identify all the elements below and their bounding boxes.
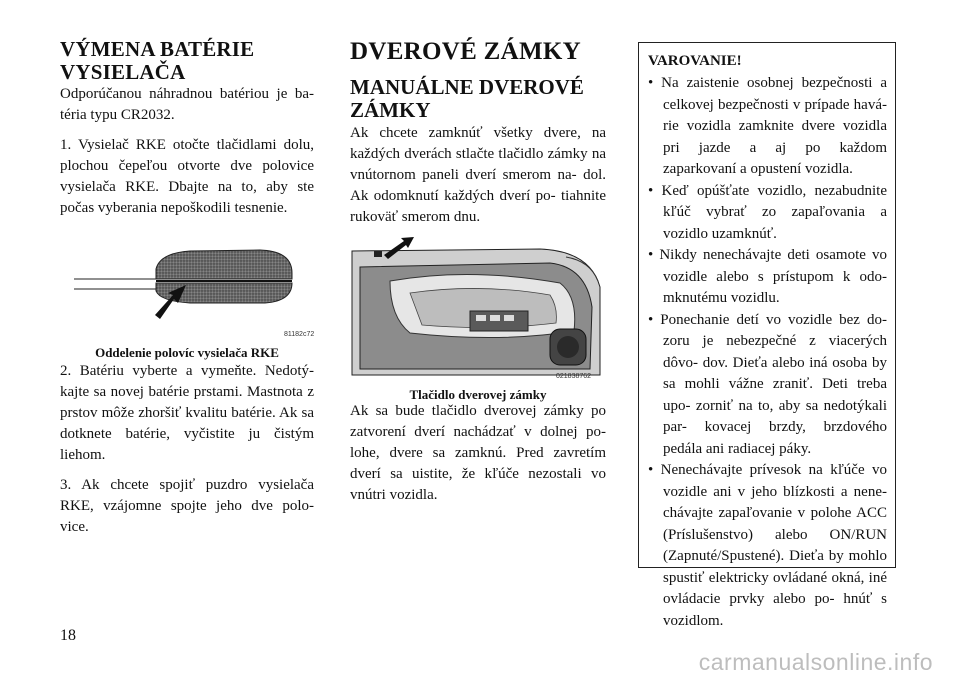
warning-item: • Nenechávajte prívesok na kľúče vo vozidle ani v jeho blízkosti a nene- chávajte zapaľovanie v polohe ACC (Príslušenstvo) alebo ON/RUN (Zapnuté/Spustené). Dieťa by mohlo spustiť elektricky ovládané okná, iné ovládacie prvky alebo po- hnúť s vozidlom.	[648, 462, 887, 629]
figure-caption: Oddelenie polovíc vysielača RKE	[95, 345, 279, 360]
door-locks-para-1: Ak chcete zamknúť všetky dvere, na každých dverách stlačte tlačidlo zámky na vnútornom paneli dverí smerom na- dol. Ak odomknutí každých dverí po- tiahnite rukoväť smerom dnu.	[350, 125, 606, 225]
figure-code: 021838762	[556, 373, 592, 380]
warning-list	[648, 73, 887, 632]
warning-item: • Keď opúšťate vozidlo, nezabudnite kľúč vybrať zo zapaľovania a vozidlo uzamknúť.	[648, 182, 887, 242]
figure-code: 81182c72	[284, 331, 315, 338]
warning-item: • Ponechanie detí vo vozidle bez do- zoru je nebezpečné z viacerých dôvo- dov. Dieťa alebo iná osoba by sa mohli vážne zraniť. Deti treba upo- zorniť na to, aby sa nedotýkali par- kovacej brzdy, brzdového pedála ani radiacej páky.	[648, 311, 887, 457]
door-locks-para-2: Ak sa bude tlačidlo dverovej zámky po zatvorení dverí nachádzať v dolnej po- lohe, dvere sa zamknú. Pred zavretím dverí sa uistite, že kľúče nezostali vo vnútri vozidla.	[350, 403, 606, 503]
battery-step-3: 3. Ak chcete spojiť puzdro vysielača RKE, vzájomne spojte jeho dve polo- vice.	[60, 477, 314, 535]
key-fob-illustration	[60, 233, 314, 343]
figure-caption: Tlačidlo dverovej zámky	[409, 387, 547, 402]
door-locks-heading: DVEROVÉ ZÁMKY	[350, 38, 581, 65]
door-panel-illustration	[350, 237, 606, 383]
page-number: 18	[60, 627, 76, 644]
key-fob-figure	[60, 233, 314, 361]
watermark: carmanualsonline.info	[698, 649, 933, 675]
battery-step-2: 2. Batériu vyberte a vymeňte. Nedotý- kajte sa novej batérie prstami. Mastnota z prstov môže zhoršiť kvalitu batérie. Ak sa dotknete batérie, vyčistite ju čistým liehom.	[60, 363, 314, 463]
warning-box	[638, 42, 896, 629]
warning-title: VAROVANIE!	[648, 53, 742, 69]
manual-door-locks-heading: MANUÁLNE DVEROVÉ ZÁMKY	[350, 75, 584, 122]
battery-intro: Odporúčanou náhradnou batériou je ba- téria typu CR2032.	[60, 86, 314, 123]
middle-column	[350, 38, 606, 515]
warning-item: • Nikdy nenechávajte deti osamote vo vozidle alebo s prístupom k odo- mknutému vozidlu.	[648, 247, 887, 306]
battery-heading: VÝMENA BATÉRIE VYSIELAČA	[60, 37, 255, 84]
battery-step-1: 1. Vysielač RKE otočte tlačidlami dolu, plochou čepeľou otvorte dve polovice vysielača RKE. Dbajte na to, aby ste počas vyberania nepoškodili tesnenie.	[60, 137, 314, 216]
warning-item: • Na zaistenie osobnej bezpečnosti a celkovej bezpečnosti v prípade havá- rie vozidla zamknite dvere vozidla pri jazde a aj po každom zaparkovaní a opustení vozidla.	[648, 75, 887, 177]
door-panel-figure	[350, 237, 606, 401]
left-column	[60, 38, 314, 547]
